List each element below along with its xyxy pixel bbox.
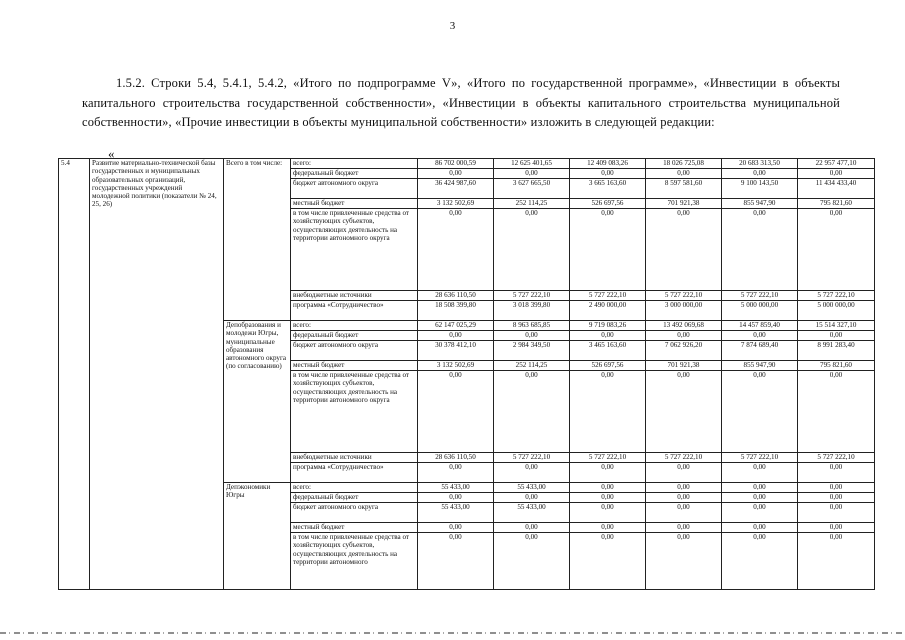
- funding-source-cell: федеральный бюджет: [291, 169, 418, 179]
- amount-cell: 795 821,60: [798, 199, 875, 209]
- amount-cell: 526 697,56: [570, 199, 646, 209]
- funding-source-cell: местный бюджет: [291, 523, 418, 533]
- amount-cell: 526 697,56: [570, 361, 646, 371]
- amount-cell: 20 683 313,50: [722, 159, 798, 169]
- amount-cell: 0,00: [722, 371, 798, 453]
- amount-cell: 3 018 399,80: [494, 301, 570, 321]
- amount-cell: 5 727 222,10: [798, 453, 875, 463]
- amount-cell: 0,00: [418, 533, 494, 590]
- amount-cell: 0,00: [418, 169, 494, 179]
- scan-edge-noise: [0, 632, 905, 634]
- amount-cell: 0,00: [798, 169, 875, 179]
- amount-cell: 55 433,00: [494, 483, 570, 493]
- funding-source-cell: всего:: [291, 483, 418, 493]
- amount-cell: 0,00: [722, 503, 798, 523]
- page-number: 3: [449, 20, 456, 32]
- amount-cell: 701 921,38: [646, 361, 722, 371]
- amount-cell: 0,00: [646, 331, 722, 341]
- amount-cell: 3 132 502,69: [418, 199, 494, 209]
- funding-source-cell: бюджет автономного округа: [291, 179, 418, 199]
- amount-cell: 0,00: [494, 209, 570, 291]
- amount-cell: 0,00: [798, 503, 875, 523]
- amount-cell: 0,00: [798, 209, 875, 291]
- amount-cell: 0,00: [494, 371, 570, 453]
- amount-cell: 0,00: [722, 331, 798, 341]
- funding-source-cell: в том числе привлеченные средства от хозяйствующих субъектов, осуществляющих деятельность на территории автономного округа: [291, 209, 418, 291]
- amount-cell: 0,00: [418, 523, 494, 533]
- amount-cell: 0,00: [570, 331, 646, 341]
- amount-cell: 7 062 926,20: [646, 341, 722, 361]
- amount-cell: 5 000 000,00: [722, 301, 798, 321]
- funding-source-cell: всего:: [291, 159, 418, 169]
- funding-source-cell: внебюджетные источники: [291, 453, 418, 463]
- amount-cell: 5 727 222,10: [570, 453, 646, 463]
- amount-cell: 7 874 689,40: [722, 341, 798, 361]
- amount-cell: 12 409 083,26: [570, 159, 646, 169]
- amount-cell: 0,00: [494, 463, 570, 483]
- amount-cell: 9 719 083,26: [570, 321, 646, 331]
- funding-source-cell: в том числе привлеченные средства от хозяйствующих субъектов, осуществляющих деятельность на территории автономного округа: [291, 371, 418, 453]
- amount-cell: 0,00: [646, 169, 722, 179]
- budget-table: [58, 158, 875, 590]
- amount-cell: 5 000 000,00: [798, 301, 875, 321]
- amount-cell: 55 433,00: [418, 483, 494, 493]
- amount-cell: 0,00: [646, 371, 722, 453]
- amount-cell: 28 636 110,50: [418, 291, 494, 301]
- amount-cell: 0,00: [570, 371, 646, 453]
- amount-cell: 0,00: [646, 483, 722, 493]
- amount-cell: 0,00: [722, 533, 798, 590]
- amount-cell: 30 378 412,10: [418, 341, 494, 361]
- amount-cell: 252 114,25: [494, 199, 570, 209]
- row-number-cell: 5.4: [59, 159, 90, 590]
- amount-cell: 0,00: [570, 523, 646, 533]
- amount-cell: 22 957 477,10: [798, 159, 875, 169]
- amount-cell: 62 147 025,29: [418, 321, 494, 331]
- amount-cell: 55 433,00: [494, 503, 570, 523]
- measure-name-cell: Развитие материально-технической базы государственных и муниципальных образовательных организаций, государственных учреждений молодежной политики (показатели № 24, 25, 26): [90, 159, 224, 590]
- amendment-paragraph: 1.5.2. Строки 5.4, 5.4.1, 5.4.2, «Итого по подпрограмме V», «Итого по государственной программе», «Инвестиции в объекты капитального строительства государственной собственности», «Инвестиции в объекты капитального строительства муниципальной собственности», «Прочие инвестиции в объекты муниципальной собственности» изложить в следующей редакции:: [82, 76, 840, 129]
- amount-cell: 0,00: [570, 169, 646, 179]
- amount-cell: 0,00: [494, 331, 570, 341]
- amount-cell: 18 026 725,08: [646, 159, 722, 169]
- amount-cell: 86 702 000,59: [418, 159, 494, 169]
- amount-cell: 0,00: [798, 463, 875, 483]
- amount-cell: 0,00: [798, 371, 875, 453]
- funding-source-cell: местный бюджет: [291, 199, 418, 209]
- amount-cell: 0,00: [570, 463, 646, 483]
- amount-cell: 0,00: [494, 169, 570, 179]
- amount-cell: 5 727 222,10: [798, 291, 875, 301]
- amount-cell: 0,00: [722, 169, 798, 179]
- amount-cell: 14 457 859,40: [722, 321, 798, 331]
- amount-cell: 5 727 222,10: [646, 291, 722, 301]
- amount-cell: 0,00: [646, 463, 722, 483]
- executor-cell: Депобразования и молодежи Югры, муниципальные образования автономного округа (по согласованию): [224, 321, 291, 483]
- amount-cell: 0,00: [418, 371, 494, 453]
- amount-cell: 0,00: [570, 493, 646, 503]
- amount-cell: 0,00: [494, 493, 570, 503]
- amount-cell: 0,00: [646, 503, 722, 523]
- amount-cell: 0,00: [570, 209, 646, 291]
- amount-cell: 795 821,60: [798, 361, 875, 371]
- amount-cell: 0,00: [570, 503, 646, 523]
- amount-cell: 28 636 110,50: [418, 453, 494, 463]
- funding-source-cell: программа «Сотрудничество»: [291, 301, 418, 321]
- amount-cell: 12 625 401,65: [494, 159, 570, 169]
- amount-cell: 3 132 502,69: [418, 361, 494, 371]
- amount-cell: 0,00: [646, 493, 722, 503]
- amount-cell: 8 991 283,40: [798, 341, 875, 361]
- amount-cell: 55 433,00: [418, 503, 494, 523]
- amount-cell: 0,00: [646, 533, 722, 590]
- amount-cell: 11 434 433,40: [798, 179, 875, 199]
- amount-cell: 5 727 222,10: [570, 291, 646, 301]
- funding-source-cell: всего:: [291, 321, 418, 331]
- amount-cell: 0,00: [798, 331, 875, 341]
- funding-source-cell: местный бюджет: [291, 361, 418, 371]
- amount-cell: 36 424 987,60: [418, 179, 494, 199]
- amount-cell: 3 465 163,60: [570, 341, 646, 361]
- amount-cell: 0,00: [722, 493, 798, 503]
- amount-cell: 13 492 069,68: [646, 321, 722, 331]
- amount-cell: 0,00: [494, 523, 570, 533]
- amount-cell: 0,00: [798, 493, 875, 503]
- amount-cell: 0,00: [722, 463, 798, 483]
- funding-source-cell: федеральный бюджет: [291, 493, 418, 503]
- amount-cell: 9 100 143,50: [722, 179, 798, 199]
- funding-source-cell: в том числе привлеченные средства от хозяйствующих субъектов, осуществляющих деятельность на территории автономного: [291, 533, 418, 590]
- amount-cell: 5 727 222,10: [494, 453, 570, 463]
- open-quote: «: [108, 146, 115, 161]
- amount-cell: 252 114,25: [494, 361, 570, 371]
- amount-cell: 701 921,38: [646, 199, 722, 209]
- amount-cell: 0,00: [722, 483, 798, 493]
- amount-cell: 0,00: [646, 523, 722, 533]
- amount-cell: 8 963 685,85: [494, 321, 570, 331]
- amount-cell: 5 727 222,10: [722, 453, 798, 463]
- amount-cell: 0,00: [418, 493, 494, 503]
- amount-cell: 0,00: [798, 533, 875, 590]
- funding-source-cell: внебюджетные источники: [291, 291, 418, 301]
- amount-cell: 3 665 163,60: [570, 179, 646, 199]
- amount-cell: 3 627 665,50: [494, 179, 570, 199]
- amount-cell: 8 597 581,60: [646, 179, 722, 199]
- funding-source-cell: программа «Сотрудничество»: [291, 463, 418, 483]
- amount-cell: 0,00: [798, 483, 875, 493]
- amount-cell: 5 727 222,10: [494, 291, 570, 301]
- amount-cell: 0,00: [798, 523, 875, 533]
- amount-cell: 0,00: [646, 209, 722, 291]
- funding-source-cell: федеральный бюджет: [291, 331, 418, 341]
- amount-cell: 5 727 222,10: [722, 291, 798, 301]
- amount-cell: 855 947,90: [722, 199, 798, 209]
- funding-source-cell: бюджет автономного округа: [291, 341, 418, 361]
- amount-cell: 18 508 399,80: [418, 301, 494, 321]
- amount-cell: 0,00: [722, 209, 798, 291]
- amount-cell: 2 984 349,50: [494, 341, 570, 361]
- amount-cell: 0,00: [494, 533, 570, 590]
- amount-cell: 0,00: [418, 463, 494, 483]
- executor-cell: Депэкономики Югры: [224, 483, 291, 590]
- funding-source-cell: бюджет автономного округа: [291, 503, 418, 523]
- amount-cell: 5 727 222,10: [646, 453, 722, 463]
- executor-cell: Всего в том числе:: [224, 159, 291, 321]
- amount-cell: 0,00: [418, 331, 494, 341]
- table-row: [59, 159, 875, 169]
- amount-cell: 0,00: [570, 533, 646, 590]
- amount-cell: 855 947,90: [722, 361, 798, 371]
- amount-cell: 15 514 327,10: [798, 321, 875, 331]
- amount-cell: 0,00: [570, 483, 646, 493]
- amount-cell: 3 000 000,00: [646, 301, 722, 321]
- amount-cell: 0,00: [722, 523, 798, 533]
- amount-cell: 2 490 000,00: [570, 301, 646, 321]
- amount-cell: 0,00: [418, 209, 494, 291]
